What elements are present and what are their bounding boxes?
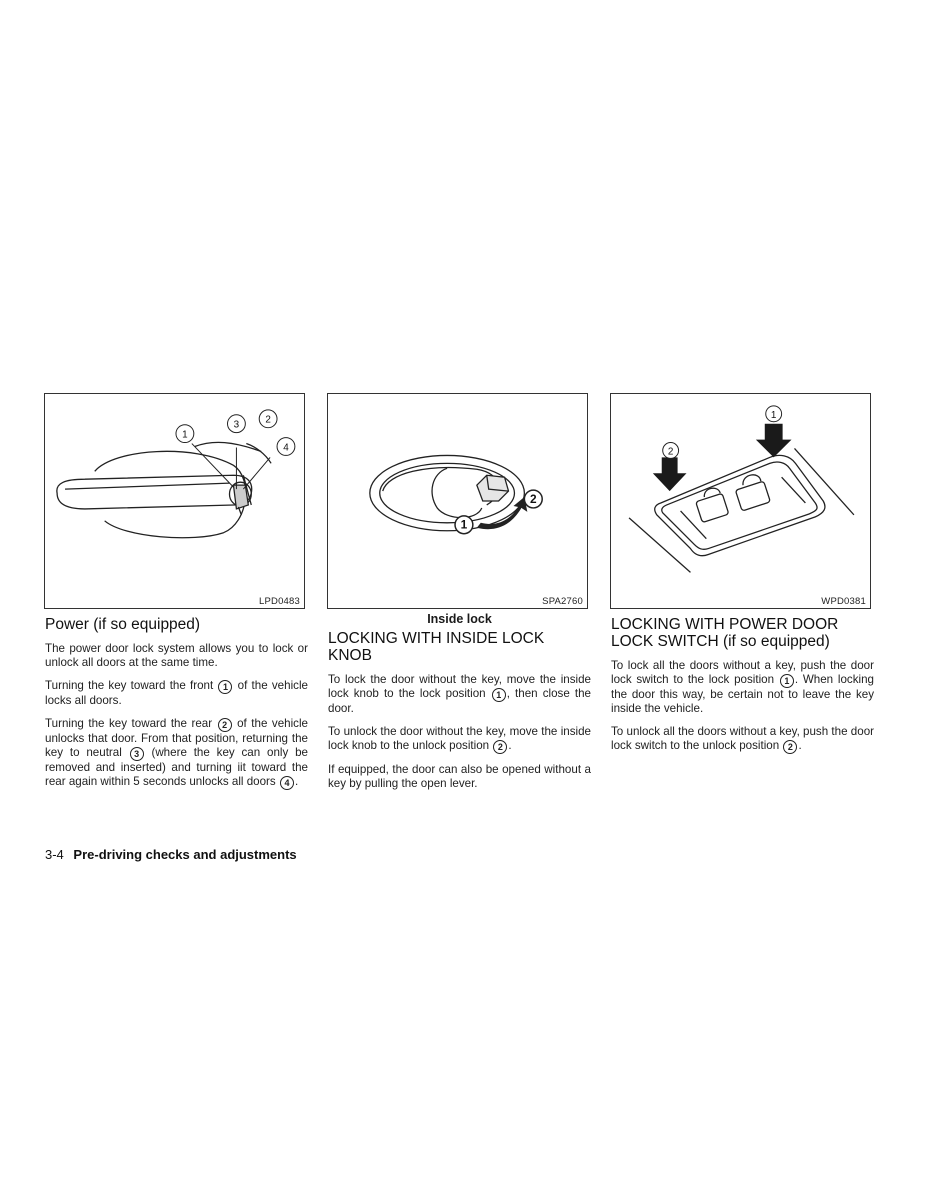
lock-switch-illustration [611,394,870,608]
figure-power-lock-switch [610,393,871,609]
circled-number: 1 [218,680,232,694]
callout-1-text: 1 [770,409,777,421]
circled-number: 1 [492,688,506,702]
paragraph: To lock the door without the key, move the inside lock knob to the lock position 1 , then close the door. [328,673,591,715]
circled-number: 1 [780,674,794,688]
callout-1-text: 1 [460,517,468,532]
figure-power-door-lock [44,393,305,609]
figure-code: SPA2760 [542,596,583,607]
circled-number: 3 [130,747,144,761]
column-inside-lock [328,609,591,800]
paragraph: To unlock the door without the key, move the inside lock knob to the unlock position 2 . [328,725,591,752]
circled-number: 2 [783,740,797,754]
section-heading: LOCKING WITH INSIDE LOCK KNOB [328,630,545,664]
paragraph: To lock all the doors without a key, push the door lock switch to the lock position 1 . When locking the door this way, be certain not to leave the key inside the vehicle. [611,659,874,715]
door-handle-key-illustration [45,394,304,608]
callout-2-text: 2 [529,491,537,506]
paragraph: To unlock all the doors without a key, push the door lock switch to the unlock position 2 . [611,725,874,752]
figure-code: WPD0381 [821,596,866,607]
column-power-lock [45,612,308,799]
page-number: 3-4 [45,847,64,862]
circled-number: 2 [218,718,232,732]
paragraph: If equipped, the door can also be opened without a key by pulling the open lever. [328,763,591,790]
paragraph: The power door lock system allows you to lock or unlock all doors at the same time. [45,642,308,669]
inside-lock-knob-illustration [328,394,587,608]
section-heading: Power (if so equipped) [45,616,201,633]
figure-caption: Inside lock [427,612,492,626]
callouts [176,410,295,456]
callout-3-text: 3 [233,419,240,431]
callout-2-text: 2 [265,414,271,426]
column-power-switch [611,612,874,763]
section-title: Pre-driving checks and adjustments [73,847,297,862]
callout-4-text: 4 [283,442,289,454]
callout-1-text: 1 [182,429,188,441]
circled-number: 4 [280,776,294,790]
paragraph: Turning the key toward the rear 2 of the vehicle unlocks that door. From that position, returning the key to neutral 3 (where the key can only be removed and inserted) and turning iit toward the rear again within 5 seconds unlocks all doors 4 . [45,717,308,788]
figure-code: LPD0483 [258,596,300,607]
page-footer [45,847,297,862]
section-heading: LOCKING WITH POWER DOOR LOCK SWITCH (if so equipped) [611,616,839,650]
paragraph: Turning the key toward the front 1 of the vehicle locks all doors. [45,679,308,707]
callouts [663,406,782,459]
callout-2-text: 2 [667,446,674,458]
circled-number: 2 [493,740,507,754]
figure-inside-lock [327,393,588,609]
